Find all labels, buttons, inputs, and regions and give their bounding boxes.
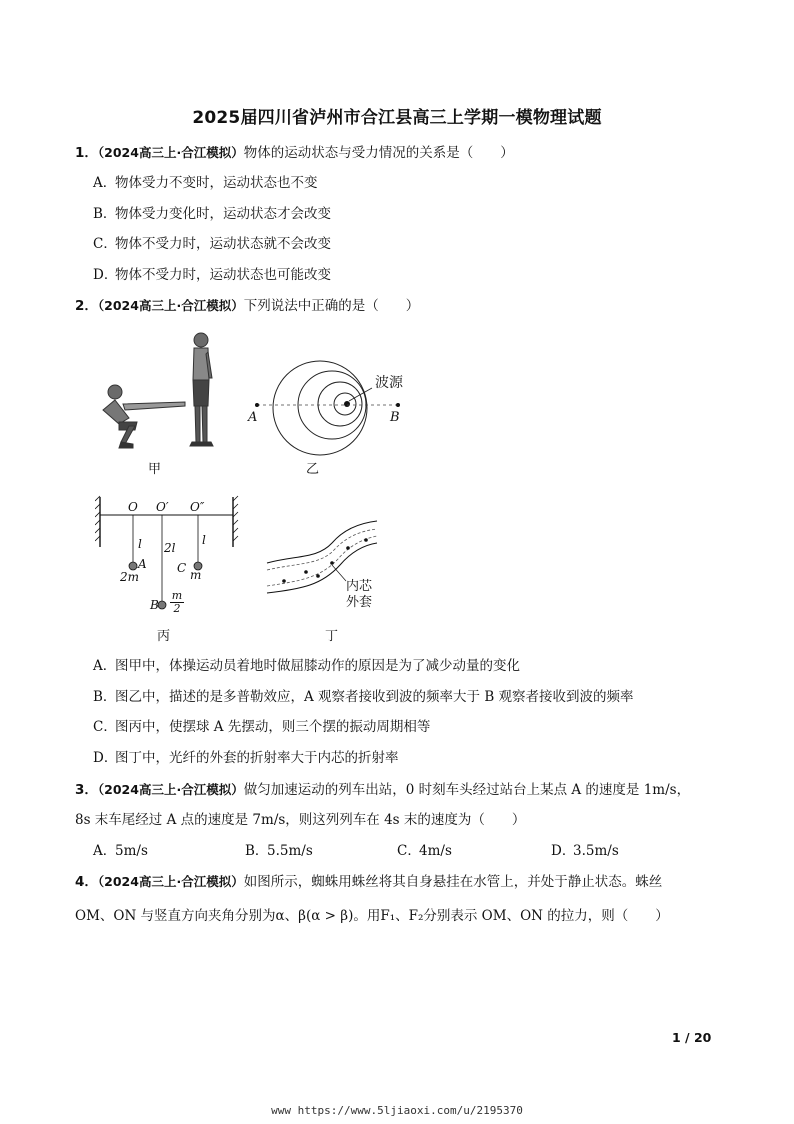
option-text: 3.5m/s: [573, 843, 619, 859]
question-4: [75, 872, 662, 892]
question-source: （2024高三上·合江模拟）: [97, 145, 244, 160]
option-text: 5m/s: [115, 843, 148, 859]
option-d: [551, 841, 619, 861]
footer-url: www https://www.5ljiaoxi.com/u/2195370: [271, 1104, 523, 1117]
caption-jia: 甲: [148, 462, 162, 477]
option-label: A．: [93, 658, 117, 674]
option-label: B．: [245, 843, 269, 859]
wave-source-label: 波源: [375, 375, 403, 391]
core-label: 内芯: [346, 579, 373, 594]
question-source: （2024高三上·合江模拟）: [97, 874, 244, 889]
option-d: [93, 265, 331, 285]
mass-a-label: 2m: [120, 570, 140, 584]
option-text: 物体受力不变时，运动状态也不变: [115, 175, 318, 191]
option-text: 物体受力变化时，运动状态才会改变: [115, 206, 331, 222]
option-label: B．: [93, 689, 117, 705]
option-text: 图丁中，光纤的外套的折射率大于内芯的折射率: [115, 750, 399, 766]
question-3: [75, 780, 690, 800]
option-b: [93, 204, 331, 224]
option-d: [93, 748, 399, 768]
question-number: 4．: [75, 874, 98, 890]
cladding-label: 外套: [346, 595, 373, 610]
question-source: （2024高三上·合江模拟）: [97, 782, 244, 797]
caption-yi: 乙: [306, 462, 320, 477]
question-2: [75, 296, 419, 316]
question-stem-line-1: 做匀加速运动的列车出站，0 时刻车头经过站台上某点 A 的速度是 1m/s，: [243, 782, 691, 798]
question-3-line-2: 8s 末车尾经过 A 点的速度是 7m/s，则这列列车在 4s 末的速度为（ ）: [75, 812, 526, 828]
point-a-label: A: [248, 410, 258, 425]
pivot-o1-label: O′: [156, 500, 169, 514]
length-c-label: l: [202, 533, 206, 547]
option-text: 物体不受力时，运动状态就不会改变: [115, 236, 331, 252]
option-label: C．: [397, 843, 421, 859]
option-label: B．: [93, 206, 117, 222]
option-text: 图丙中，使摆球 A 先摆动，则三个摆的振动周期相等: [115, 719, 431, 735]
option-text: 5.5m/s: [267, 843, 313, 859]
question-number: 3．: [75, 782, 98, 798]
point-b-label: B: [390, 410, 400, 425]
option-a: [93, 173, 318, 193]
option-label: C．: [93, 719, 117, 735]
question-stem: 物体的运动状态与受力情况的关系是（ ）: [243, 145, 514, 161]
option-label: D．: [93, 267, 118, 283]
option-c: [93, 717, 430, 737]
option-text: 图甲中，体操运动员着地时做屈膝动作的原因是为了减少动量的变化: [115, 658, 520, 674]
length-b-label: 2l: [164, 541, 176, 555]
question-source: （2024高三上·合江模拟）: [97, 298, 244, 313]
option-text: 4m/s: [419, 843, 452, 859]
option-text: 物体不受力时，运动状态也可能改变: [115, 267, 331, 283]
question-stem-line-1: 如图所示，蜘蛛用蛛丝将其自身悬挂在水管上，并处于静止状态。蛛丝: [243, 874, 663, 890]
figure-jia-gymnast: [85, 330, 230, 455]
question-1: [75, 143, 514, 163]
option-text: 图乙中，描述的是多普勒效应，A 观察者接收到波的频率大于 B 观察者接收到波的频率: [115, 689, 634, 705]
ball-b-label: B: [150, 598, 159, 612]
question-number: 1．: [75, 145, 98, 161]
ball-c-label: C: [177, 561, 187, 575]
option-label: D．: [551, 843, 576, 859]
page-number: 1 / 20: [672, 1030, 712, 1045]
option-b: [245, 841, 313, 861]
length-a-label: l: [138, 537, 142, 551]
option-c: [397, 841, 452, 861]
option-b: [93, 687, 634, 707]
ball-a-label: A: [138, 557, 147, 571]
question-stem: 下列说法中正确的是（ ）: [243, 298, 420, 314]
caption-bing: 丙: [157, 629, 171, 644]
question-4-line-2: OM、ON 与竖直方向夹角分别为α、β(α > β)。用F₁、F₂分别表示 OM、ON 的拉力，则（ ）: [75, 908, 669, 924]
mass-b-numerator: m: [171, 589, 183, 602]
option-c: [93, 234, 331, 254]
option-a: [93, 841, 148, 861]
caption-ding: 丁: [325, 629, 339, 644]
mass-c-label: m: [190, 568, 202, 582]
pivot-o-label: O: [128, 500, 138, 514]
page-title: 2025届四川省泸州市合江县高三上学期一模物理试题: [192, 108, 602, 128]
question-number: 2．: [75, 298, 98, 314]
option-label: C．: [93, 236, 117, 252]
option-label: A．: [93, 175, 117, 191]
option-label: A．: [93, 843, 117, 859]
mass-b-fraction: [170, 590, 184, 615]
option-a: [93, 656, 520, 676]
option-label: D．: [93, 750, 118, 766]
pivot-o2-label: O″: [190, 500, 205, 514]
mass-b-denominator: 2: [170, 602, 184, 615]
